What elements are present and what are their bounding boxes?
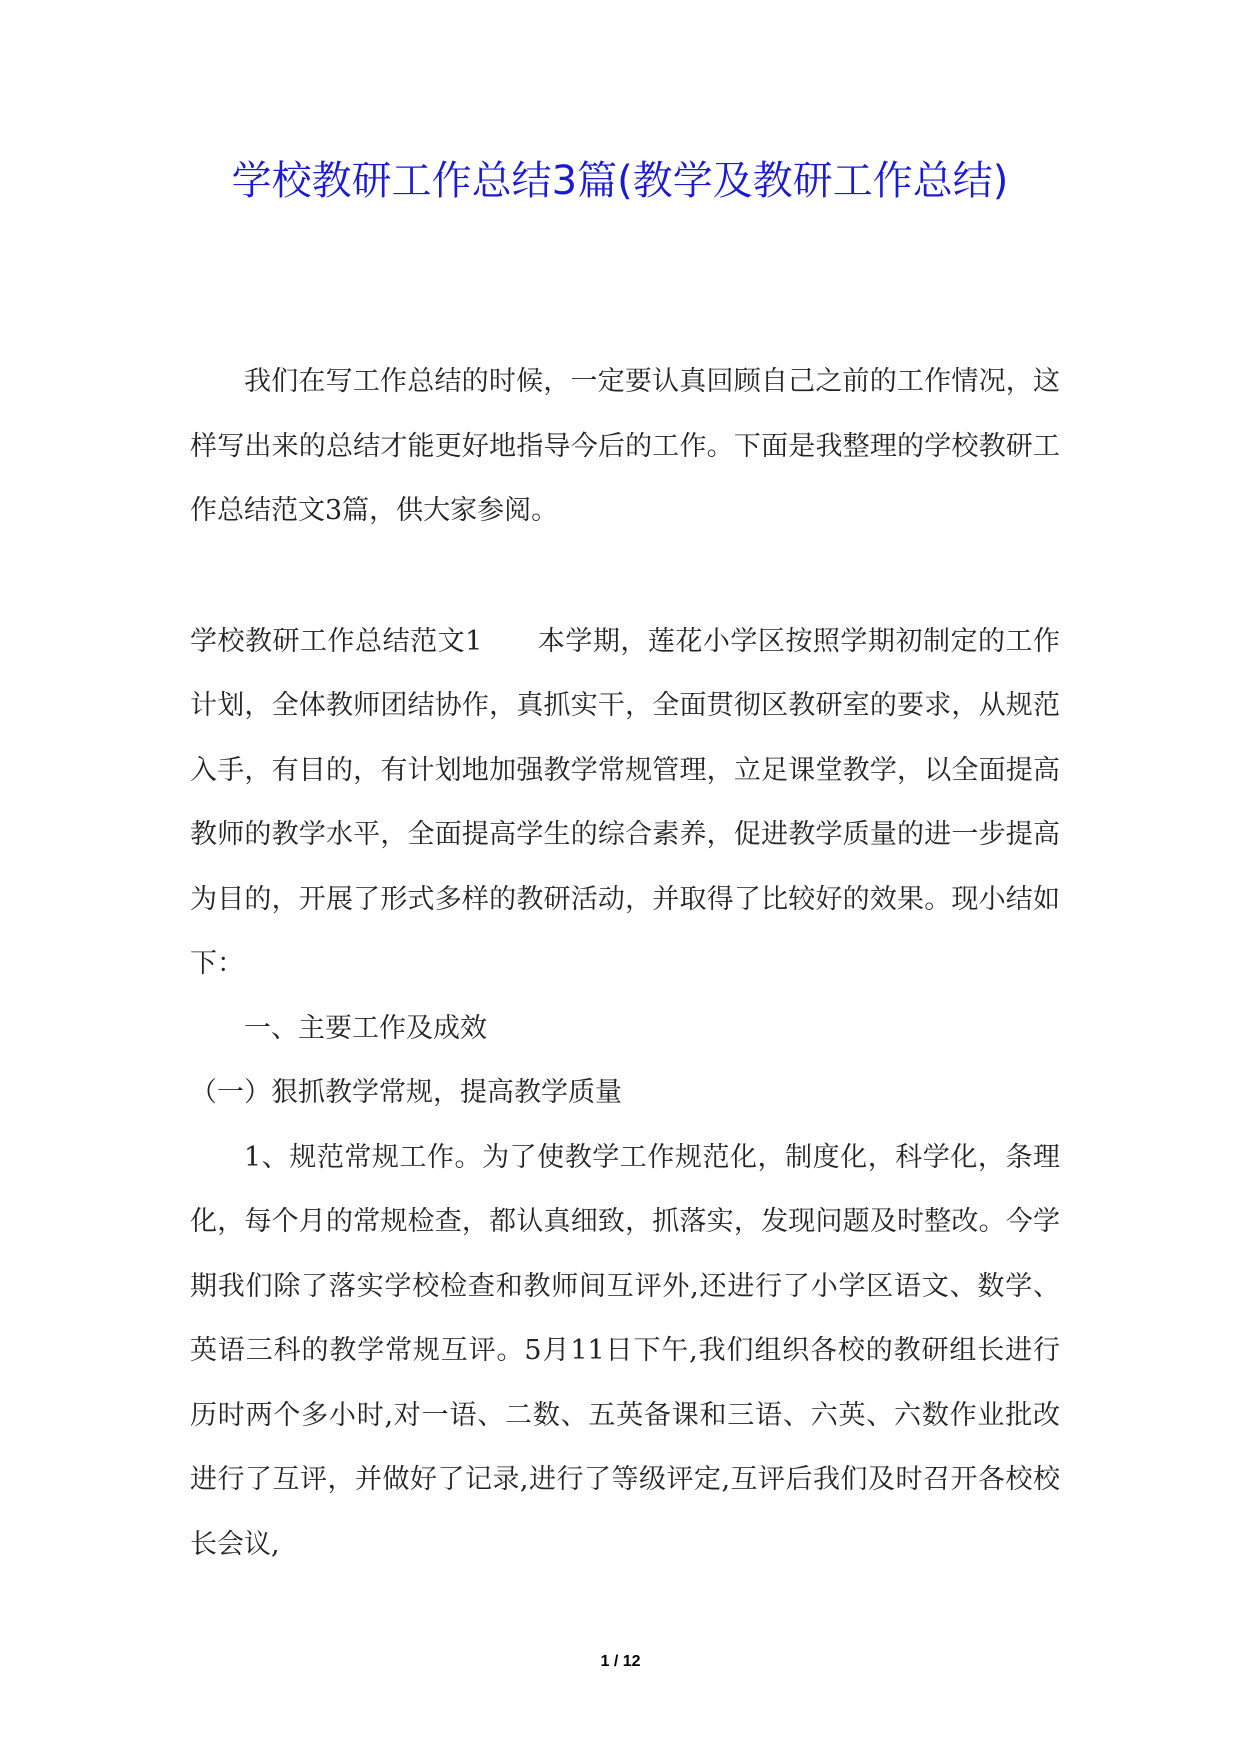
page-number: 1 / 12 [600,1653,641,1670]
section-heading: 一、主要工作及成效 [244,1012,487,1044]
subsection-heading: （一）狠抓教学常规，提高教学质量 [190,1077,622,1108]
sample-one-paragraph: 学校教研工作总结范文1 本学期，莲花小学区按照学期初制定的工作计划，全体教师团结协作，真抓实干，全面贯彻区教研室的要求，从规范入手，有目的，有计划地加强教学常规管理，立足课堂教学，以全面提高教师的教学水平，全面提高学生的综合素养，促进教学质量的进一步提高为目的，开展了形式多样的教研活动，并取得了比较好的效果。现小结如下： [190,625,1060,979]
document-title: 学校教研工作总结3篇(教学及教研工作总结) [231,158,1009,204]
document-body [190,350,1060,1577]
body-paragraph: 1、规范常规工作。为了使教学工作规范化，制度化，科学化，条理化，每个月的常规检查，都认真细致，抓落实，发现问题及时整改。今学期我们除了落实学校检查和教师间互评外,还进行了小学区语文、数学、英语三科的教学常规互评。5月11日下午,我们组织各校的教研组长进行历时两个多小时,对一语、二数、五英备课和三语、六英、六数作业批改进行了互评，并做好了记录,进行了等级评定,互评后我们及时召开各校校长会议, [190,1141,1060,1560]
intro-paragraph: 我们在写工作总结的时候，一定要认真回顾自己之前的工作情况，这样写出来的总结才能更好地指导今后的工作。下面是我整理的学校教研工作总结范文3篇，供大家参阅。 [190,366,1060,526]
